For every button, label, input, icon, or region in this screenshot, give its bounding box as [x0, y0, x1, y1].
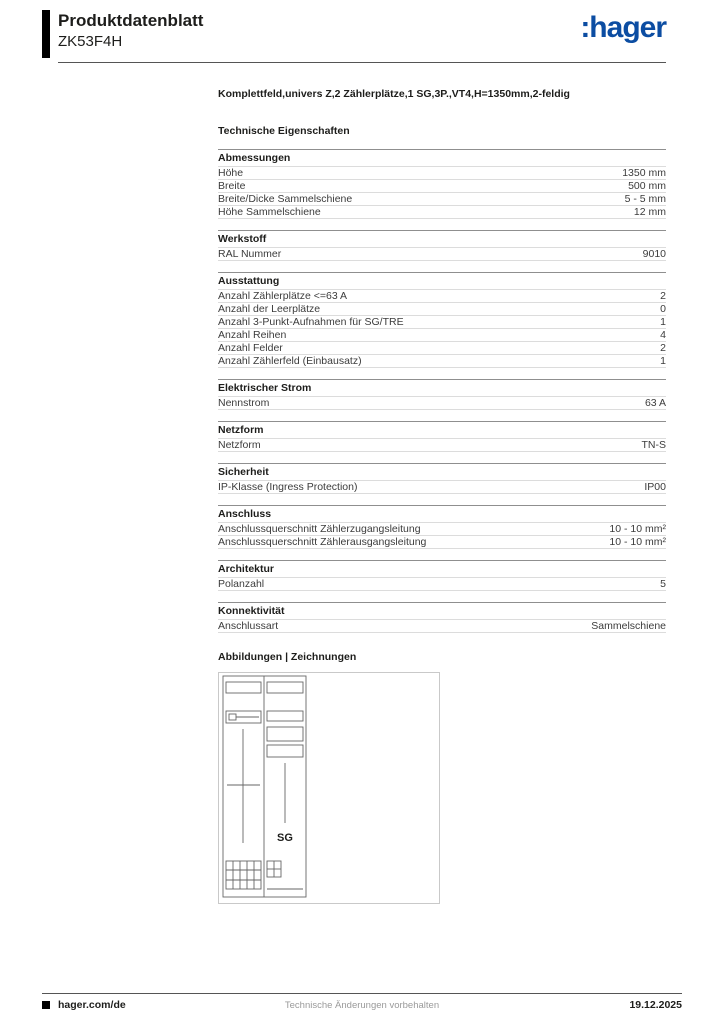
section-werkstoff [218, 230, 666, 261]
spec-value: 2 [660, 342, 666, 354]
spec-row [218, 289, 666, 302]
spec-label: Anzahl Felder [218, 342, 283, 354]
spec-value: 1 [660, 316, 666, 328]
spec-label: IP-Klasse (Ingress Protection) [218, 481, 358, 493]
spec-label: RAL Nummer [218, 248, 282, 260]
spec-row [218, 328, 666, 341]
section-title: Ausstattung [218, 272, 666, 289]
content-column [218, 88, 666, 904]
drawings-heading: Abbildungen | Zeichnungen [218, 651, 357, 663]
spec-label: Anschlussquerschnitt Zählerzugangsleitung [218, 523, 421, 535]
spec-row [218, 315, 666, 328]
spec-value: 10 - 10 mm² [609, 523, 666, 535]
document-type: Produktdatenblatt [58, 11, 204, 30]
page-footer [42, 993, 682, 1011]
section-title: Architektur [218, 560, 666, 577]
spec-value: 5 - 5 mm [624, 193, 666, 205]
spec-row [218, 396, 666, 409]
spec-label: Anzahl Zählerfeld (Einbausatz) [218, 355, 362, 367]
section-netzform [218, 421, 666, 452]
section-title: Konnektivität [218, 602, 666, 619]
section-title: Sicherheit [218, 463, 666, 480]
spec-value: 9010 [642, 248, 666, 260]
spec-label: Höhe [218, 167, 244, 179]
spec-label: Anschlussart [218, 620, 279, 632]
spec-value: 12 mm [633, 206, 666, 218]
section-ausstattung [218, 272, 666, 368]
spec-label: Nennstrom [218, 397, 270, 409]
section-elektrischer-strom [218, 379, 666, 410]
section-sicherheit [218, 463, 666, 494]
section-title: Netzform [218, 421, 666, 438]
spec-value: 1 [660, 355, 666, 367]
section-anschluss [218, 505, 666, 549]
spec-row [218, 166, 666, 179]
tech-properties-heading: Technische Eigenschaften [218, 125, 350, 137]
header-text [58, 11, 203, 51]
svg-text:SG: SG [277, 832, 293, 844]
product-drawing-frame [218, 672, 440, 904]
spec-value: 4 [660, 329, 666, 341]
page-header [42, 10, 682, 60]
spec-value: 63 A [644, 397, 666, 409]
spec-label: Breite/Dicke Sammelschiene [218, 193, 353, 205]
section-konnektivitaet [218, 602, 666, 633]
spec-row [218, 438, 666, 451]
spec-label: Höhe Sammelschiene [218, 206, 321, 218]
spec-row [218, 535, 666, 548]
section-abmessungen [218, 149, 666, 219]
section-title: Abmessungen [218, 149, 666, 166]
spec-row [218, 577, 666, 590]
spec-label: Breite [218, 180, 246, 192]
spec-row [218, 247, 666, 260]
section-title: Anschluss [218, 505, 666, 522]
product-drawing [219, 673, 439, 903]
footer-date: 19.12.2025 [629, 999, 682, 1011]
spec-label: Polanzahl [218, 578, 265, 590]
spec-row [218, 192, 666, 205]
section-title: Elektrischer Strom [218, 379, 666, 396]
spec-value: 1350 mm [622, 167, 666, 179]
spec-value: 2 [660, 290, 666, 302]
product-title: Komplettfeld,univers Z,2 Zählerplätze,1 SG,3P.,VT4,H=1350mm,2-feldig [218, 88, 570, 100]
spec-value: Sammelschiene [591, 620, 666, 632]
spec-value: 0 [660, 303, 666, 315]
spec-row [218, 179, 666, 192]
spec-row [218, 341, 666, 354]
section-title: Werkstoff [218, 230, 666, 247]
spec-value: 5 [660, 578, 666, 590]
spec-row [218, 480, 666, 493]
spec-label: Anzahl 3-Punkt-Aufnahmen für SG/TRE [218, 316, 404, 328]
spec-row [218, 354, 666, 367]
section-architektur [218, 560, 666, 591]
footer-website-link[interactable]: hager.com/de [58, 999, 126, 1011]
spec-value: 500 mm [628, 180, 666, 192]
header-accent-bar [42, 10, 50, 58]
spec-label: Anzahl Reihen [218, 329, 287, 341]
spec-value: IP00 [644, 481, 666, 493]
spec-row [218, 302, 666, 315]
spec-label: Anschlussquerschnitt Zählerausgangsleitung [218, 536, 427, 548]
hager-logo: :hager [580, 11, 666, 44]
spec-label: Anzahl Zählerplätze <=63 A [218, 290, 348, 302]
spec-label: Anzahl der Leerplätze [218, 303, 321, 315]
spec-value: 10 - 10 mm² [609, 536, 666, 548]
header-divider [58, 62, 666, 63]
spec-row [218, 619, 666, 632]
spec-value: TN-S [641, 439, 666, 451]
spec-row [218, 522, 666, 535]
footer-disclaimer: Technische Änderungen vorbehalten [284, 999, 440, 1011]
spec-label: Netzform [218, 439, 261, 451]
product-code: ZK53F4H [58, 33, 123, 50]
spec-row [218, 205, 666, 218]
